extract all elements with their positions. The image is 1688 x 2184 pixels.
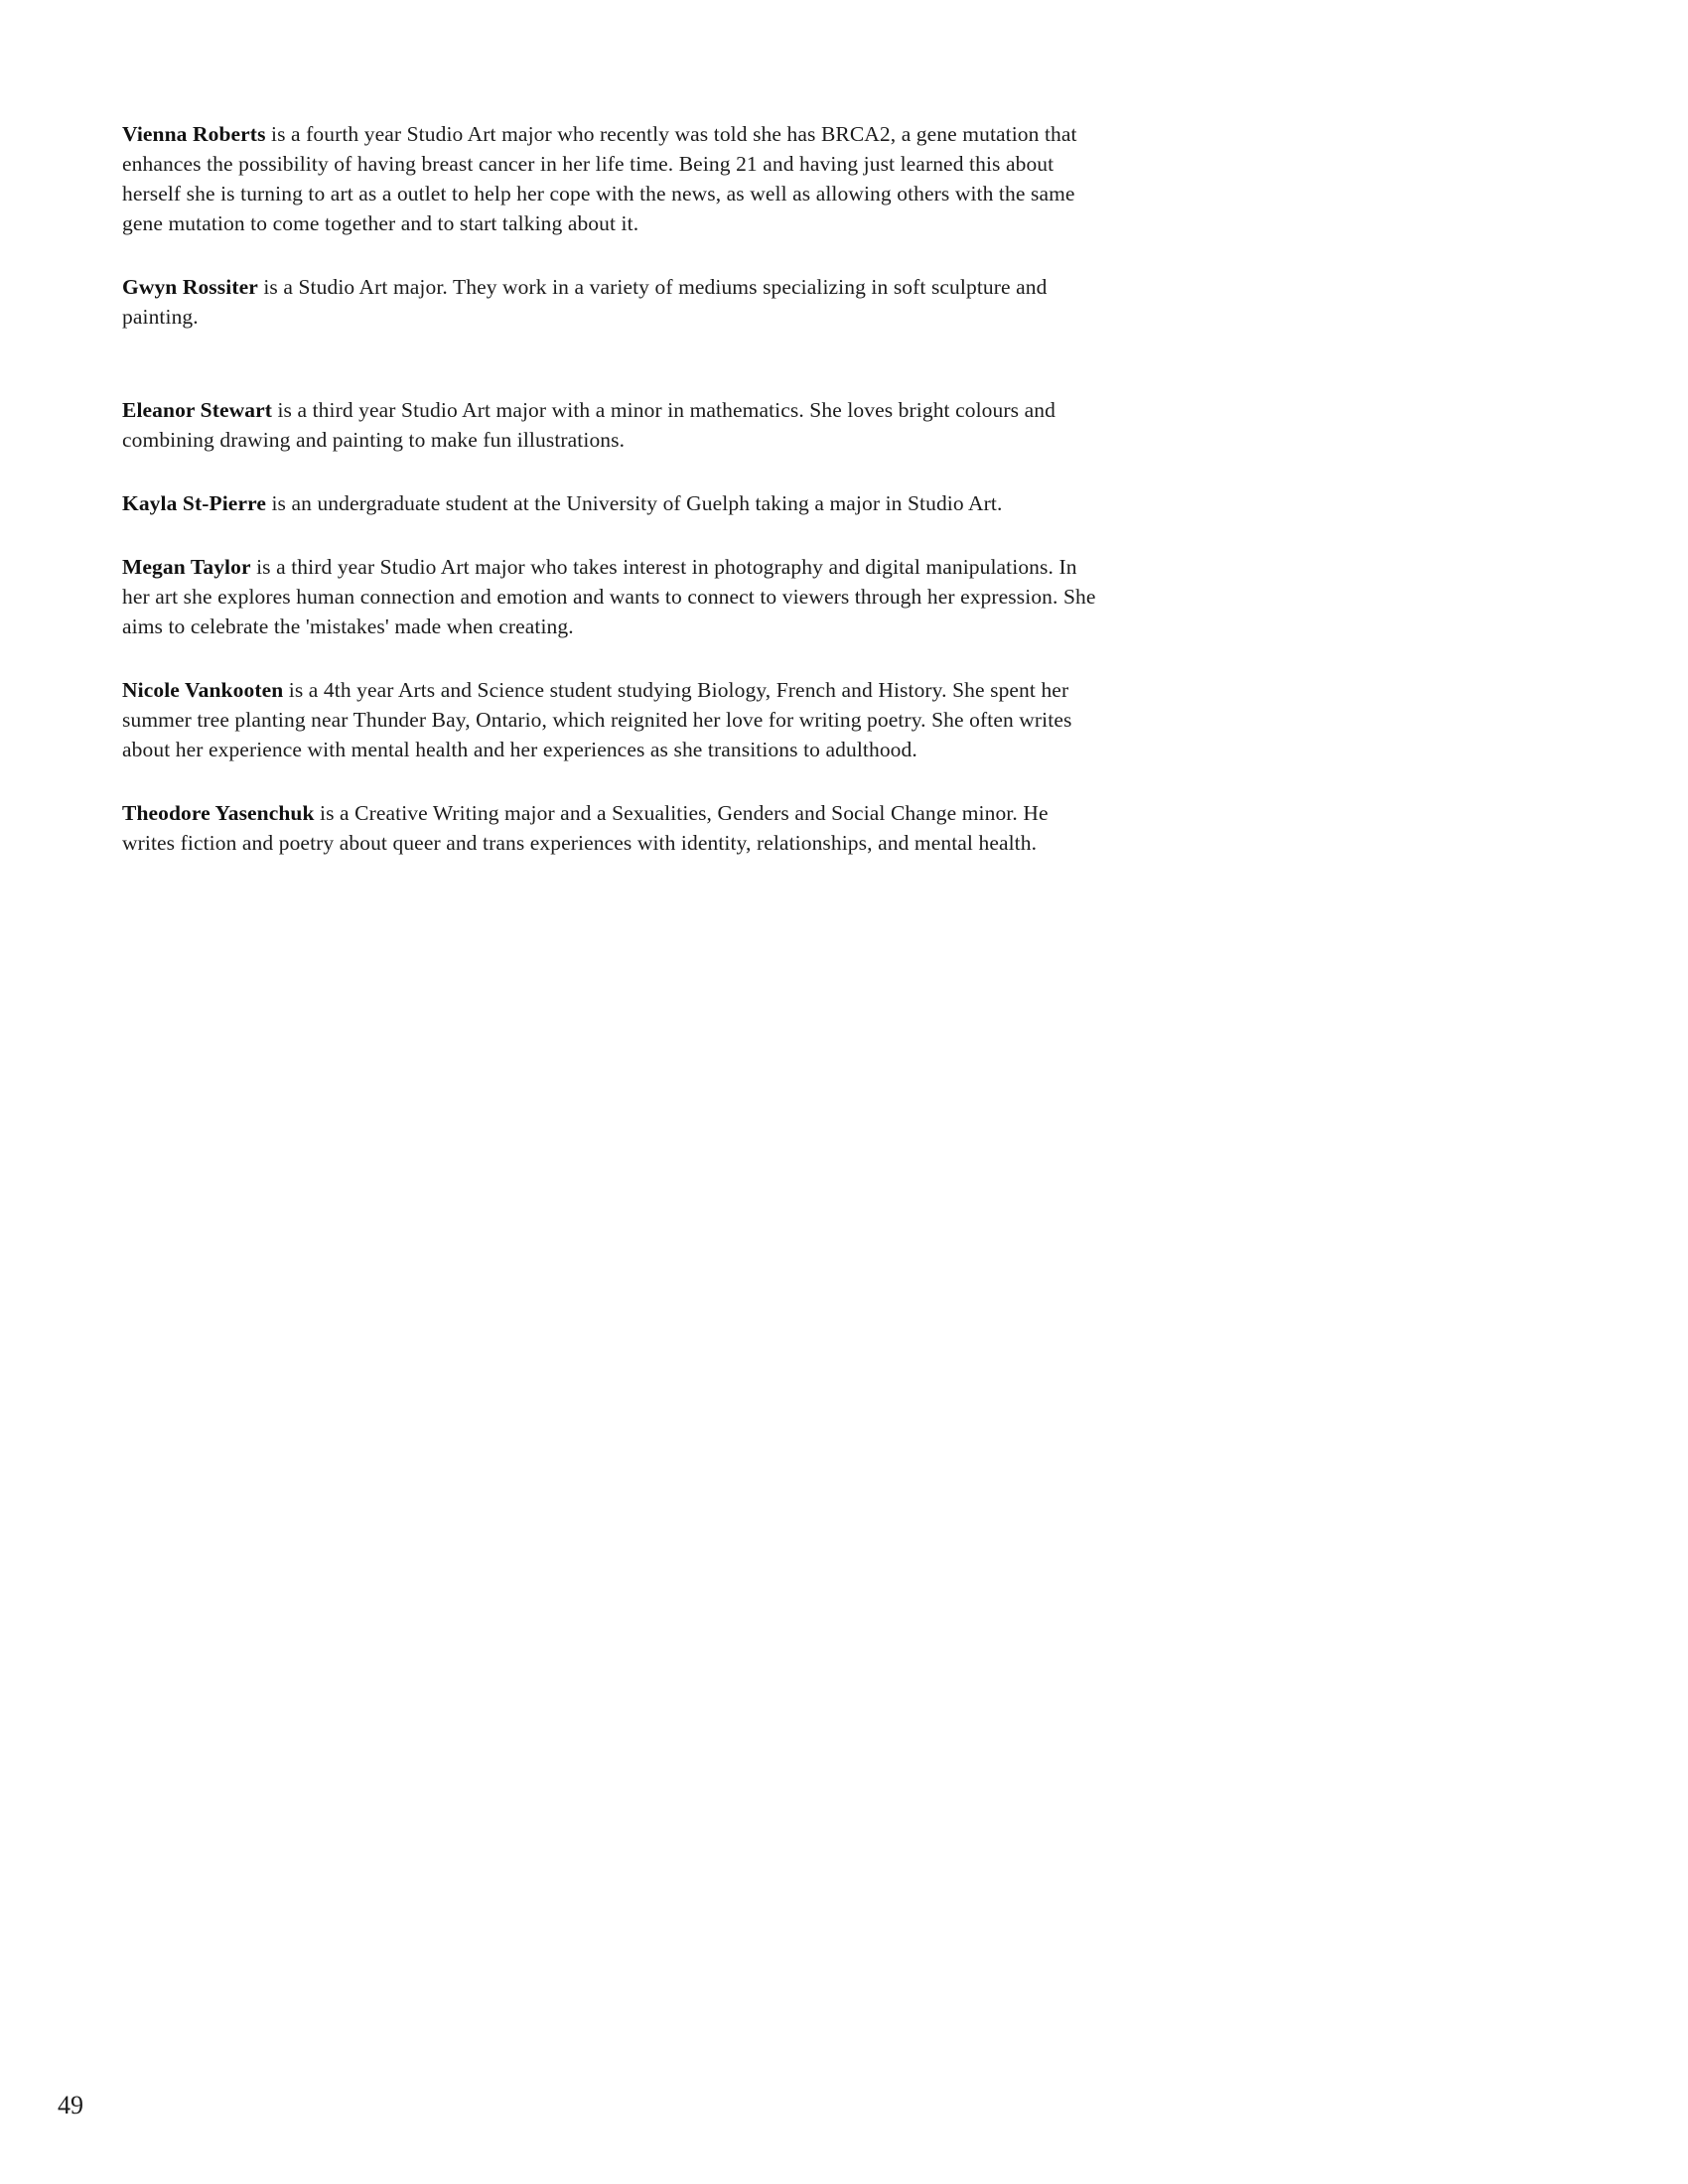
bio-author-name: Theodore Yasenchuk (122, 801, 315, 825)
bio-author-name: Eleanor Stewart (122, 398, 272, 422)
bio-author-name: Kayla St-Pierre (122, 491, 266, 515)
bio-paragraph (122, 272, 1100, 332)
bio-paragraph (122, 798, 1100, 858)
bio-author-name: Vienna Roberts (122, 122, 266, 146)
bio-text: is a fourth year Studio Art major who recently was told she has BRCA2, a gene mutation that enhances the possibility of having breast cancer in her life time. Being 21 and having just learned this about herself she is turning to art as a outlet to help her cope with the news, as well as allowing others with the same gene mutation to come together and to start talking about it. (122, 122, 1077, 235)
bio-author-name: Megan Taylor (122, 555, 251, 579)
bio-list (122, 119, 1100, 891)
bio-text: is a third year Studio Art major who takes interest in photography and digital manipulations. In her art she explores human connection and emotion and wants to connect to viewers through her expression. She aims to celebrate the 'mistakes' made when creating. (122, 555, 1096, 638)
bio-paragraph (122, 395, 1100, 455)
bio-text: is a third year Studio Art major with a minor in mathematics. She loves bright colours and combining drawing and painting to make fun illustrations. (122, 398, 1055, 452)
page-number: 49 (58, 2091, 83, 2119)
bio-paragraph (122, 552, 1100, 641)
bio-text: is a Creative Writing major and a Sexualities, Genders and Social Change minor. He writes fiction and poetry about queer and trans experiences with identity, relationships, and mental health. (122, 801, 1049, 855)
bio-paragraph (122, 675, 1100, 764)
bio-text: is a Studio Art major. They work in a variety of mediums specializing in soft sculpture and painting. (122, 275, 1048, 329)
bio-paragraph (122, 119, 1100, 238)
bio-author-name: Gwyn Rossiter (122, 275, 258, 299)
bio-text: is an undergraduate student at the University of Guelph taking a major in Studio Art. (266, 491, 1003, 515)
bio-text: is a 4th year Arts and Science student studying Biology, French and History. She spent her summer tree planting near Thunder Bay, Ontario, which reignited her love for writing poetry. She often writes about her experience with mental health and her experiences as she transitions to adulthood. (122, 678, 1072, 761)
bio-author-name: Nicole Vankooten (122, 678, 284, 702)
bio-paragraph (122, 488, 1100, 518)
